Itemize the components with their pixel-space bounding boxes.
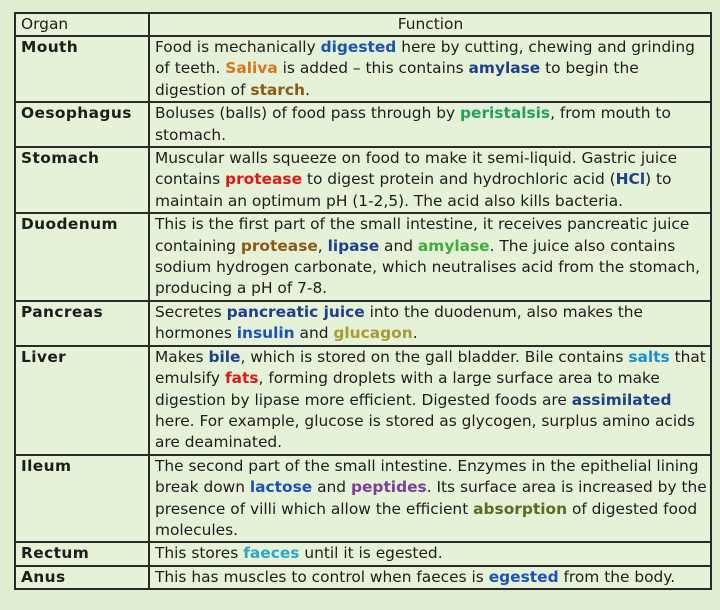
organ-name: Stomach — [15, 147, 149, 213]
function-text: Secretes — [155, 302, 227, 321]
function-column-header: Function — [149, 13, 711, 36]
keyword: fats — [224, 369, 259, 388]
organ-name: Duodenum — [15, 213, 149, 301]
keyword: protease — [240, 236, 318, 255]
keyword: egested — [488, 567, 559, 586]
keyword: glucagon — [333, 324, 413, 343]
keyword: starch — [250, 80, 305, 99]
digestive-organ-table — [14, 12, 712, 590]
function-text: Boluses (balls) of food pass through by — [155, 104, 460, 123]
table-header-row — [15, 13, 711, 36]
function-text: and — [379, 236, 418, 255]
function-text: This has muscles to control when faeces is — [155, 567, 489, 586]
table-row — [15, 455, 711, 543]
function-text: here by cutting, chewing and grinding of teeth. — [155, 38, 695, 78]
function-text: is added – this contains — [277, 59, 469, 78]
organ-function — [149, 147, 711, 213]
table-row — [15, 213, 711, 301]
keyword: salts — [628, 347, 670, 366]
keyword: bile — [208, 347, 241, 366]
organ-function — [149, 542, 711, 565]
function-text: from the body. — [558, 567, 676, 586]
function-text: . — [412, 324, 418, 343]
function-text: and — [312, 478, 351, 497]
function-text: This stores — [155, 544, 244, 563]
function-text: This is the first part of the small intestine, it receives pancreatic juice containing — [155, 215, 690, 255]
table-row — [15, 147, 711, 213]
keyword: peptides — [350, 478, 427, 497]
table-body — [15, 36, 711, 589]
function-text: until it is egested. — [299, 544, 443, 563]
organ-function — [149, 301, 711, 346]
keyword: Saliva — [225, 59, 278, 78]
keyword: absorption — [473, 499, 568, 518]
keyword: assimilated — [571, 390, 672, 409]
keyword: amylase — [417, 236, 490, 255]
table-row — [15, 102, 711, 147]
function-text: ) to maintain an optimum pH (1-2,5). The acid also kills bacteria. — [155, 170, 672, 210]
function-text: . The juice also contains sodium hydrogen carbonate, which neutralises acid from the stomach, producing a pH of 7-8. — [155, 236, 701, 298]
organ-name: Pancreas — [15, 301, 149, 346]
organ-name: Ileum — [15, 455, 149, 543]
function-text: The second part of the small intestine. Enzymes in the epithelial lining break down — [155, 456, 699, 497]
function-text: . — [304, 80, 310, 99]
table-row — [15, 566, 711, 589]
function-text: to digest protein and hydrochloric acid ( — [302, 170, 616, 189]
organ-name: Rectum — [15, 542, 149, 565]
organ-function — [149, 346, 711, 455]
organ-function — [149, 566, 711, 589]
keyword: faeces — [243, 544, 300, 563]
function-text: into the duodenum, also makes the hormones — [155, 302, 644, 343]
keyword: lipase — [327, 236, 380, 255]
organ-name: Oesophagus — [15, 102, 149, 147]
keyword: insulin — [236, 324, 295, 343]
function-text: here. For example, glucose is stored as glycogen, surplus amino acids are deaminated. — [155, 411, 695, 452]
function-text: and — [294, 324, 334, 343]
table-row — [15, 542, 711, 565]
organ-function — [149, 455, 711, 543]
function-text: . Its surface area is increased by the presence of villi which allow the efficient — [155, 478, 707, 518]
keyword: lactose — [249, 478, 313, 497]
table-row — [15, 36, 711, 102]
organ-function — [149, 36, 711, 102]
keyword: HCl — [615, 170, 646, 189]
organ-name: Anus — [15, 566, 149, 589]
organ-name: Mouth — [15, 36, 149, 102]
organ-column-header: Organ — [15, 13, 149, 36]
function-text: Muscular walls squeeze on food to make it semi-liquid. Gastric juice contains — [155, 149, 678, 189]
function-text: , from mouth to stomach. — [155, 104, 671, 144]
organ-name: Liver — [15, 346, 149, 455]
function-text: Food is mechanically — [155, 38, 321, 56]
function-text: Makes — [155, 347, 209, 366]
keyword: peristalsis — [459, 104, 551, 123]
keyword: amylase — [468, 59, 541, 78]
function-text: , — [317, 236, 328, 255]
keyword: pancreatic juice — [226, 302, 365, 321]
function-text: , which is stored on the gall bladder. Bile contains — [240, 347, 629, 366]
table-row — [15, 346, 711, 455]
function-text: , forming droplets with a large surface area to make digestion by lipase more efficient. Digested foods are — [155, 369, 660, 409]
keyword: digested — [320, 38, 397, 56]
function-text: of digested food molecules. — [155, 499, 698, 539]
function-text: to begin the digestion of — [155, 59, 639, 99]
table-row — [15, 301, 711, 346]
organ-function — [149, 102, 711, 147]
function-text: that emulsify — [155, 347, 706, 388]
keyword: protease — [225, 170, 303, 189]
organ-function — [149, 213, 711, 301]
